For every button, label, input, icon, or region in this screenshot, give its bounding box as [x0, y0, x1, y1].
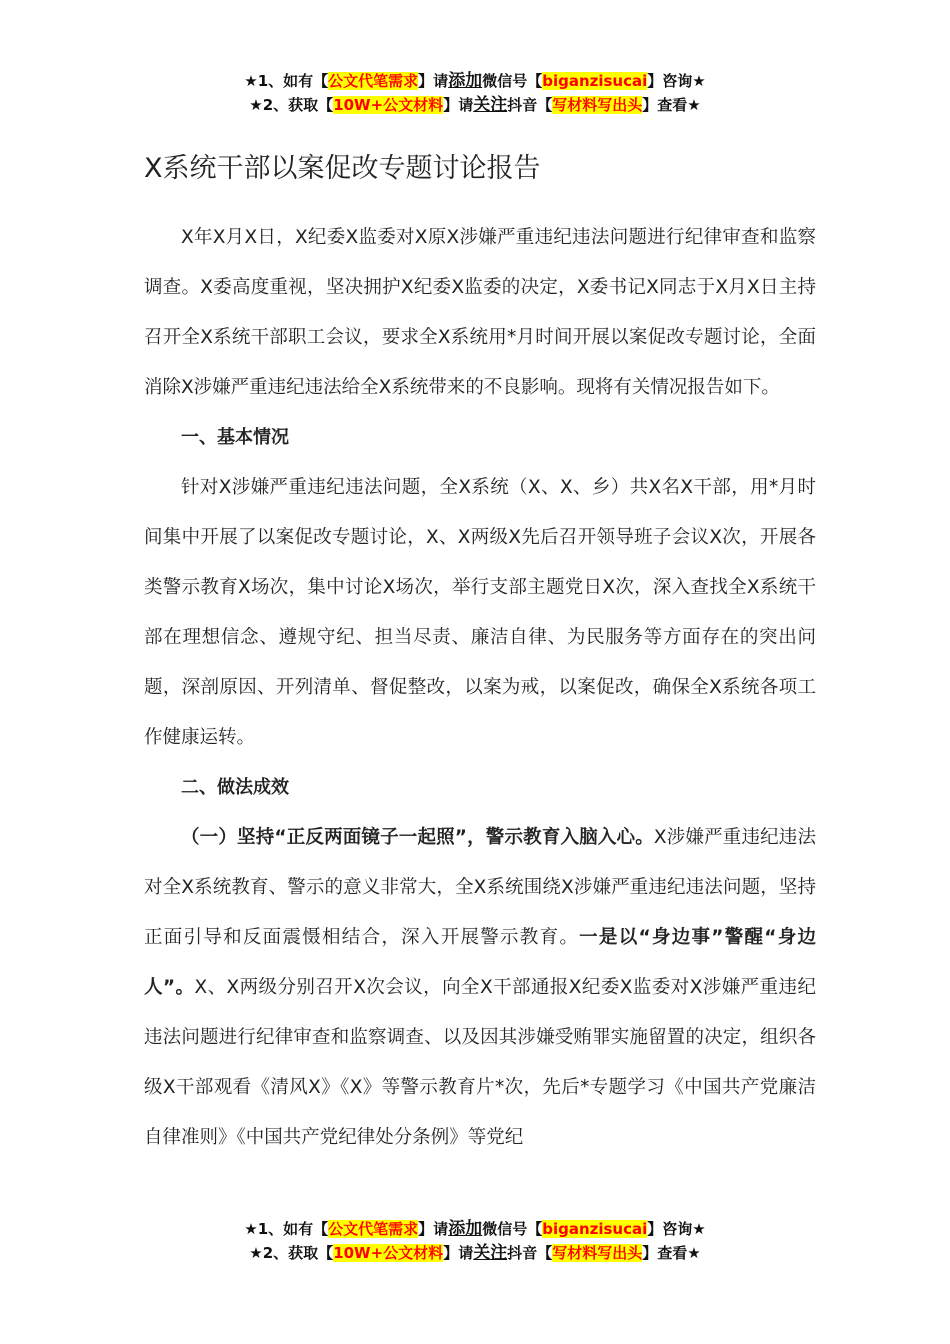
promo-underline: 关注 [473, 95, 508, 115]
promo-banner-bottom [0, 1217, 950, 1265]
promo-text: 微信号【 [482, 1220, 543, 1238]
promo-text: ★1、如有【 [244, 72, 329, 90]
promo-text: 】请 [418, 1220, 449, 1238]
promo-text: ★2、获取【 [249, 96, 334, 114]
section-heading-practice: 二、做法成效 [181, 777, 289, 798]
document-title: X系统干部以案促改专题讨论报告 [144, 153, 541, 184]
promo-text: 抖音【 [507, 1244, 553, 1262]
promo-highlight: 10W+公文材料 [333, 1244, 444, 1262]
promo-underline: 添加 [448, 71, 483, 91]
promo-text: 】查看★ [642, 96, 701, 114]
promo-line-1 [0, 1217, 950, 1241]
promo-line-2 [0, 93, 950, 117]
promo-text: 】请 [443, 1244, 474, 1262]
promo-text: 】咨询★ [647, 1220, 706, 1238]
promo-text: 】咨询★ [647, 72, 706, 90]
paragraph-text: X、X两级分别召开X次会议，向全X干部通报X纪委X监委对X涉嫌严重违纪违法问题进行纪律审查和监察调查、以及因其涉嫌受贿罪实施留置的决定，组织各级X干部观看《清风X》《X》等警示教育片*次，先后*专题学习《中国共产党廉洁自律准则》《中国共产党纪律处分条例》等党纪 [144, 977, 816, 1148]
promo-highlight: 10W+公文材料 [333, 96, 444, 114]
promo-line-2 [0, 1241, 950, 1265]
point-bold: 一是以“身边事”警醒“身边人”。 [144, 927, 816, 998]
section-practice-paragraph [144, 813, 816, 1163]
promo-highlight: biganzisucai [542, 72, 648, 90]
promo-highlight: biganzisucai [542, 1220, 648, 1238]
promo-text: ★2、获取【 [249, 1244, 334, 1262]
promo-text: 】请 [418, 72, 449, 90]
intro-paragraph: X年X月X日，X纪委X监委对X原X涉嫌严重违纪违法问题进行纪律审查和监察调查。X委高度重视，坚决拥护X纪委X监委的决定，X委书记X同志于X月X日主持召开全X系统干部职工会议，要求全X系统用*月时间开展以案促改专题讨论，全面消除X涉嫌严重违纪违法给全X系统带来的不良影响。现将有关情况报告如下。 [144, 227, 816, 398]
promo-line-1 [0, 69, 950, 93]
promo-text: 抖音【 [507, 96, 553, 114]
section-basic-paragraph: 针对X涉嫌严重违纪违法问题，全X系统（X、X、乡）共X名X干部，用*月时间集中开展了以案促改专题讨论，X、X两级X先后召开领导班子会议X次，开展各类警示教育X场次，集中讨论X场次，举行支部主题党日X次，深入查找全X系统干部在理想信念、遵规守纪、担当尽责、廉洁自律、为民服务等方面存在的突出问题，深剖原因、开列清单、督促整改，以案为戒，以案促改，确保全X系统各项工作健康运转。 [144, 477, 816, 748]
promo-text: ★1、如有【 [244, 1220, 329, 1238]
promo-underline: 关注 [473, 1243, 508, 1263]
section-heading-basic: 一、基本情况 [181, 427, 289, 448]
promo-highlight: 公文代笔需求 [328, 72, 419, 90]
promo-underline: 添加 [448, 1219, 483, 1239]
promo-highlight: 公文代笔需求 [328, 1220, 419, 1238]
promo-text: 】请 [443, 96, 474, 114]
promo-banner-top [0, 69, 950, 117]
promo-text: 微信号【 [482, 72, 543, 90]
promo-highlight: 写材料写出头 [552, 96, 643, 114]
subheading-bold: （一）坚持“正反两面镜子一起照”，警示教育入脑入心。 [181, 827, 654, 848]
promo-text: 】查看★ [642, 1244, 701, 1262]
paragraph-text: X涉嫌严重违纪违法对全X系统教育、警示的意义非常大，全X系统围绕X涉嫌严重违纪违法问题，坚持正面引导和反面震慑相结合，深入开展警示教育。 [144, 827, 816, 948]
document-body [144, 147, 816, 1163]
promo-highlight: 写材料写出头 [552, 1244, 643, 1262]
